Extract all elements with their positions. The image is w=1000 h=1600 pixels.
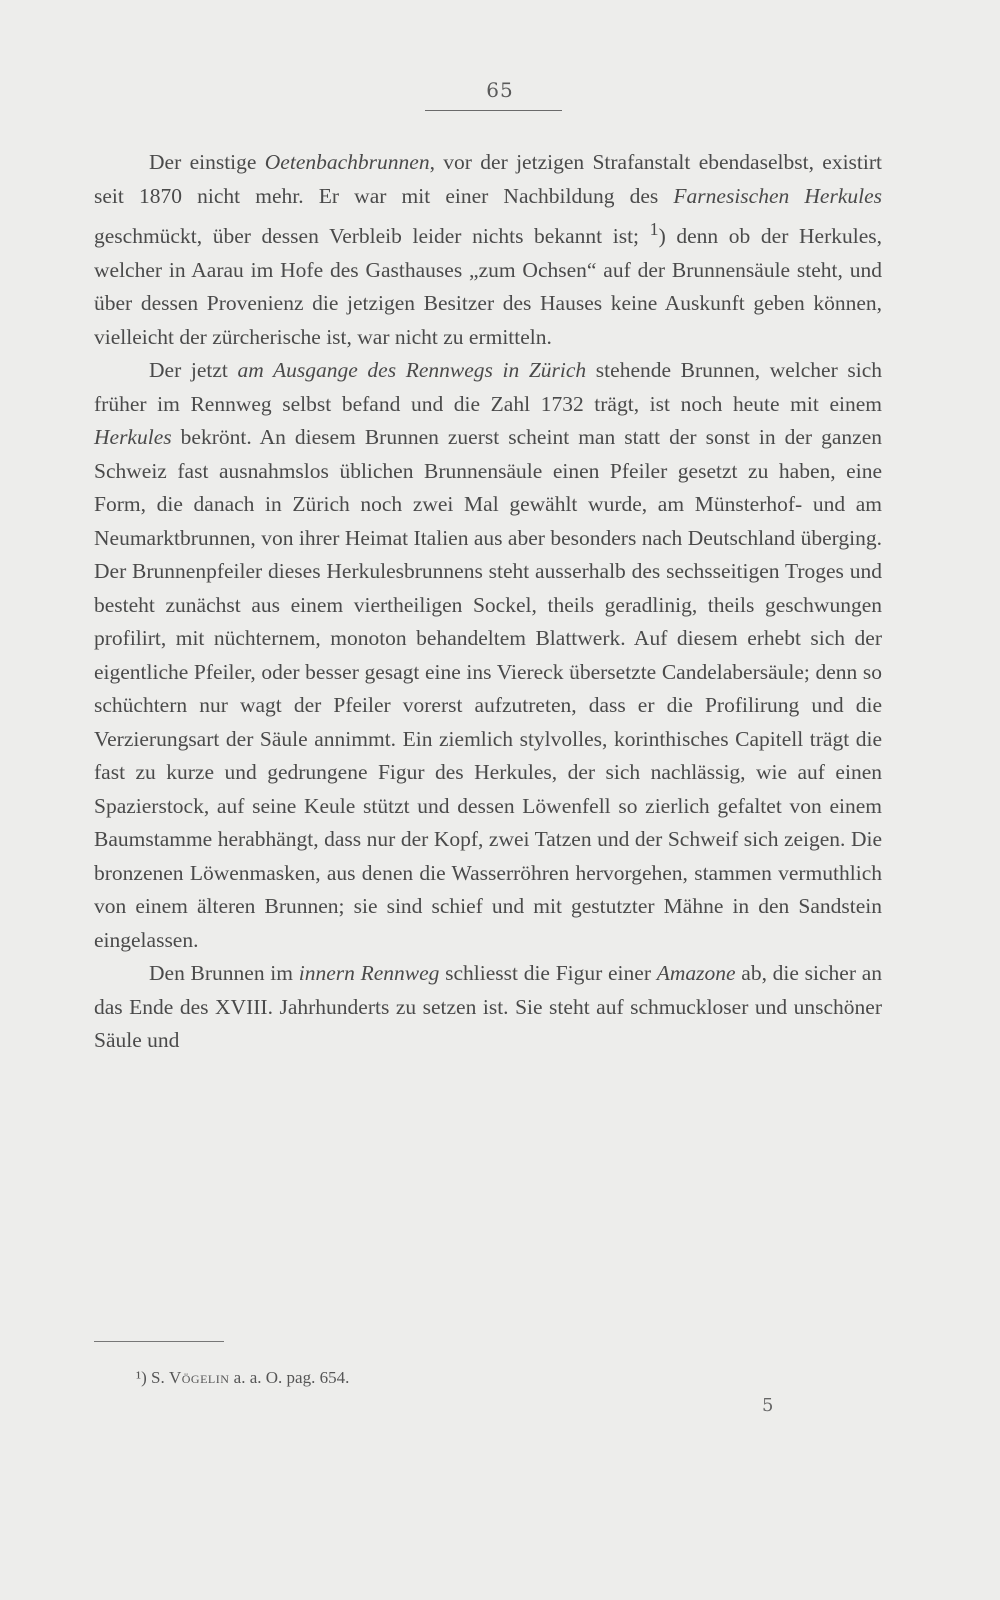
text-run: ) denn ob der Herkules, welcher in Aarau im Hofe des Gasthauses „zum Ochsen“ auf der Brunnensäule steht, und über dessen Provenienz die jetzigen Besitzer des Hauses keine Auskunft geben können, vielleicht der zürcherische ist, war nicht zu ermitteln. [94, 224, 882, 349]
text-run: Den Brunnen im [149, 961, 299, 986]
footnote-reference: a. a. O. pag. 654. [233, 1368, 350, 1387]
body-text [94, 146, 882, 1058]
footnote-prefix: S. [151, 1368, 165, 1387]
footnote-author: Vögelin [168, 1368, 230, 1387]
italic-term: am Ausgange des Rennwegs in Zürich [237, 358, 587, 383]
footnote-reference-marker: 1 [649, 219, 659, 239]
header-rule [425, 110, 562, 111]
footnote-marker: ¹) [136, 1368, 147, 1387]
text-run: ab, die sicher an das Ende des XVIII. Jahrhunderts zu setzen ist. Sie steht auf schmuckloser und unschöner Säule und [94, 961, 883, 1053]
paragraph [94, 354, 882, 957]
text-run: Der einstige [149, 150, 265, 174]
footnote [136, 1368, 349, 1388]
page-number: 65 [486, 78, 514, 102]
text-run: schliesst die Figur einer [439, 961, 657, 986]
italic-term: Herkules [94, 425, 172, 450]
signature-mark: 5 [762, 1395, 774, 1416]
italic-term: innern Rennweg [298, 961, 440, 986]
paragraph [94, 957, 882, 1058]
italic-term: Farnesischen Herkules [673, 183, 883, 208]
text-run: geschmückt, über dessen Verbleib leider nichts bekannt ist; [94, 224, 650, 249]
italic-term: Oetenbachbrunnen [264, 150, 430, 174]
footnote-rule [94, 1341, 224, 1342]
text-run: Der jetzt [149, 358, 238, 383]
text-run: , vor der jetzigen Strafanstalt ebendaselbst, existirt seit 1870 nicht mehr. Er war mit einer Nachbildung des [94, 150, 882, 208]
paragraph [94, 146, 882, 354]
italic-term: Amazone [656, 961, 736, 986]
text-run: stehende Brunnen, welcher sich früher im Rennweg selbst befand und die Zahl 1732 trägt, ist noch heute mit einem [94, 358, 882, 416]
text-run: bekrönt. An diesem Brunnen zuerst scheint man statt der sonst in der ganzen Schweiz fast ausnahmslos üblichen Brunnensäule einen Pfeiler gesetzt zu haben, eine Form, die danach in Zürich noch zwei Mal gewählt wurde, am Münsterhof- und am Neumarktbrunnen, von ihrer Heimat Italien aus aber besonders nach Deutschland überging. Der Brunnenpfeiler dieses Herkulesbrunnens steht ausserhalb des sechsseitigen Troges und besteht zunächst aus einem viertheiligen Sockel, theils geradlinig, theils geschwungen profilirt, mit nüchternem, monoton behandeltem Blattwerk. Auf diesem erhebt sich der eigentliche Pfeiler, oder besser gesagt eine ins Viereck übersetzte Candelabersäule; denn so schüchtern nur wagt der Pfeiler vorerst aufzutreten, dass er die Profilirung und die Verzierungsart der Säule annimmt. Ein ziemlich stylvolles, korinthisches Capitell trägt die fast zu kurze und gedrungene Figur des Herkules, der sich nachlässig, wie auf einen Spazierstock, auf seine Keule stützt und dessen Löwenfell so zierlich gefaltet von einem Baumstamme herabhängt, dass nur der Kopf, zwei Tatzen und der Schweif sich zeigen. Die bronzenen Löwenmasken, aus denen die Wasserröhren hervorgehen, stammen vermuthlich von einem älteren Brunnen; sie sind schief und mit gestutzter Mähne in den Sandstein eingelassen. [94, 425, 882, 952]
